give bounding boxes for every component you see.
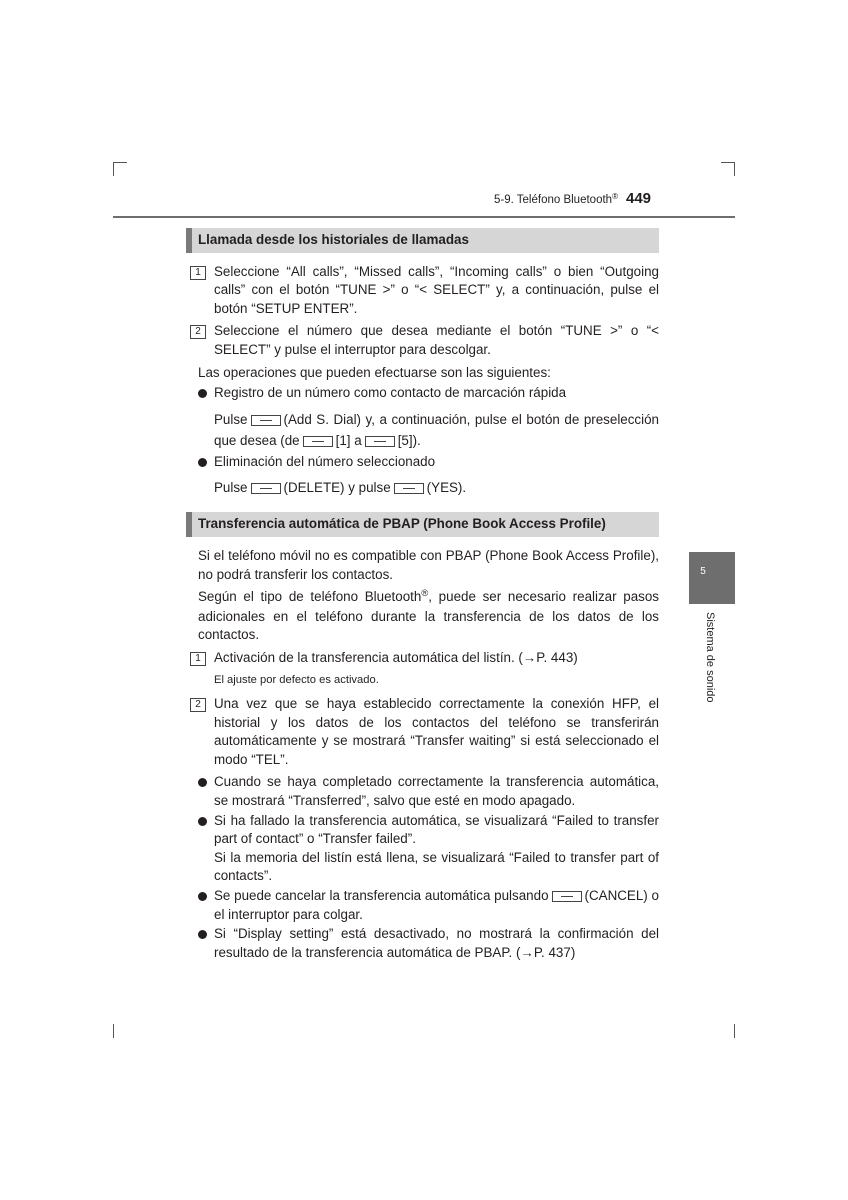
pbap-paragraph-2 bbox=[186, 588, 659, 645]
step-number: 2 bbox=[190, 325, 206, 339]
page-content bbox=[186, 228, 659, 962]
bullet-dot bbox=[198, 389, 207, 398]
crop-mark bbox=[734, 162, 735, 176]
crop-mark bbox=[113, 162, 127, 163]
header-section-title bbox=[400, 191, 618, 206]
preset-button-icon bbox=[365, 436, 395, 447]
page-reference: P. 437) bbox=[533, 944, 576, 960]
header-section-text: 5-9. Teléfono Bluetooth bbox=[493, 194, 613, 206]
bullet-transfer-failed bbox=[186, 812, 659, 886]
pbap-step-2 bbox=[186, 695, 659, 769]
bullet-text: Cuando se haya completado correctamente la transferencia automática, se mostrará “Transferred”, salvo que esté en modo apagado. bbox=[214, 774, 659, 809]
crop-mark bbox=[113, 162, 114, 176]
bullet-display-setting bbox=[186, 925, 659, 962]
instruction-text: (Add S. Dial) y, a continuación, pulse el botón de preselección bbox=[283, 411, 659, 427]
bullet-cancel-transfer bbox=[186, 887, 659, 924]
bullet-dot bbox=[198, 892, 207, 901]
step-2 bbox=[186, 322, 659, 359]
delete-instructions bbox=[186, 477, 659, 498]
preset-button-icon bbox=[303, 436, 333, 447]
instruction-text: (DELETE) y pulse bbox=[283, 480, 391, 496]
instruction-text: que desea (de bbox=[214, 432, 300, 448]
instruction-text: [1] a bbox=[335, 432, 362, 448]
instruction-text: Pulse bbox=[214, 480, 248, 496]
default-setting-note: El ajuste por defecto es activado. bbox=[214, 673, 379, 686]
step-1 bbox=[186, 263, 659, 319]
step-text: Seleccione “All calls”, “Missed calls”, “Incoming calls” o bien “Outgoing calls” con el botón “TUNE >” o “< SELECT” y, a continuación, pulse el botón “SETUP ENTER”. bbox=[214, 263, 659, 316]
instruction-text: Pulse bbox=[214, 411, 248, 427]
bullet-dot bbox=[198, 778, 207, 787]
instruction-text: [5]). bbox=[397, 432, 421, 448]
pbap-paragraph-1: Si el teléfono móvil no es compatible con PBAP (Phone Book Access Profile), no podrá transferir los contactos. bbox=[198, 547, 659, 582]
crop-mark bbox=[734, 1024, 735, 1038]
crop-mark bbox=[721, 162, 735, 163]
step-text: Seleccione el número que desea mediante el botón “TUNE >” o “< SELECT” y pulse el interruptor para descolgar. bbox=[214, 323, 659, 357]
arrow-icon: → bbox=[520, 944, 534, 960]
page-reference: P. 443) bbox=[536, 649, 578, 665]
step-number: 2 bbox=[190, 698, 206, 712]
bullet-delete-number bbox=[186, 453, 659, 472]
bullet-dot bbox=[198, 458, 207, 467]
chapter-label: Sistema de sonido bbox=[704, 612, 716, 703]
step-text: Activación de la transferencia automática del listín. ( bbox=[214, 649, 523, 665]
section-heading-pbap: Transferencia automática de PBAP (Phone Book Access Profile) bbox=[186, 512, 659, 537]
screen-button-icon bbox=[251, 415, 281, 426]
header-rule bbox=[113, 216, 735, 218]
bullet-dot bbox=[198, 817, 207, 826]
bullet-transfer-complete bbox=[186, 773, 659, 810]
arrow-icon: → bbox=[522, 649, 537, 665]
speed-dial-instructions bbox=[186, 409, 659, 451]
screen-button-icon bbox=[394, 483, 424, 494]
paragraph-text: , puede ser necesario realizar pasos adicionales en el teléfono durante la transferencia de los datos de los contactos. bbox=[198, 589, 659, 643]
step-number: 1 bbox=[190, 266, 206, 280]
bullet-text: Se puede cancelar la transferencia automática pulsando bbox=[214, 888, 549, 904]
registered-mark: ® bbox=[612, 191, 618, 201]
bullet-extra-text: Si la memoria del listín está llena, se visualizará “Failed to transfer part of contacts”. bbox=[214, 849, 659, 884]
bullet-text: Registro de un número como contacto de marcación rápida bbox=[214, 385, 567, 401]
crop-mark bbox=[113, 1024, 114, 1038]
bullet-text: Si “Display setting” está desactivado, no mostrará la confirmación del resultado de la transferencia automática de PBAP. ( bbox=[214, 926, 659, 960]
registered-mark: ® bbox=[421, 588, 429, 599]
section-heading-call-history: Llamada desde los historiales de llamadas bbox=[186, 228, 659, 253]
chapter-tab bbox=[689, 552, 735, 604]
screen-button-icon bbox=[552, 891, 582, 902]
bullet-text: (CANCEL) o el interruptor para colgar. bbox=[214, 888, 659, 922]
bullet-text: Si ha fallado la transferencia automática, se visualizará “Failed to transfer part of contact” o “Transfer failed”. bbox=[214, 812, 659, 847]
bullet-dot bbox=[198, 930, 207, 939]
step-number: 1 bbox=[190, 652, 206, 666]
chapter-number: 5 bbox=[700, 566, 706, 577]
screen-button-icon bbox=[251, 483, 281, 494]
pbap-step-1 bbox=[186, 649, 659, 668]
paragraph-text: Según el tipo de teléfono Bluetooth bbox=[198, 589, 422, 605]
bullet-speed-dial bbox=[186, 384, 659, 403]
step-text: Una vez que se haya establecido correctamente la conexión HFP, el historial y los datos de los contactos del teléfono se transferirán automáticamente y se mostrará “Transfer waiting” si está seleccionado el modo “TEL”. bbox=[214, 696, 659, 767]
bullet-text: Eliminación del número seleccionado bbox=[214, 453, 436, 469]
operations-intro: Las operaciones que pueden efectuarse son las siguientes: bbox=[198, 364, 551, 380]
instruction-text: (YES). bbox=[426, 480, 467, 496]
page-number: 449 bbox=[626, 190, 652, 207]
